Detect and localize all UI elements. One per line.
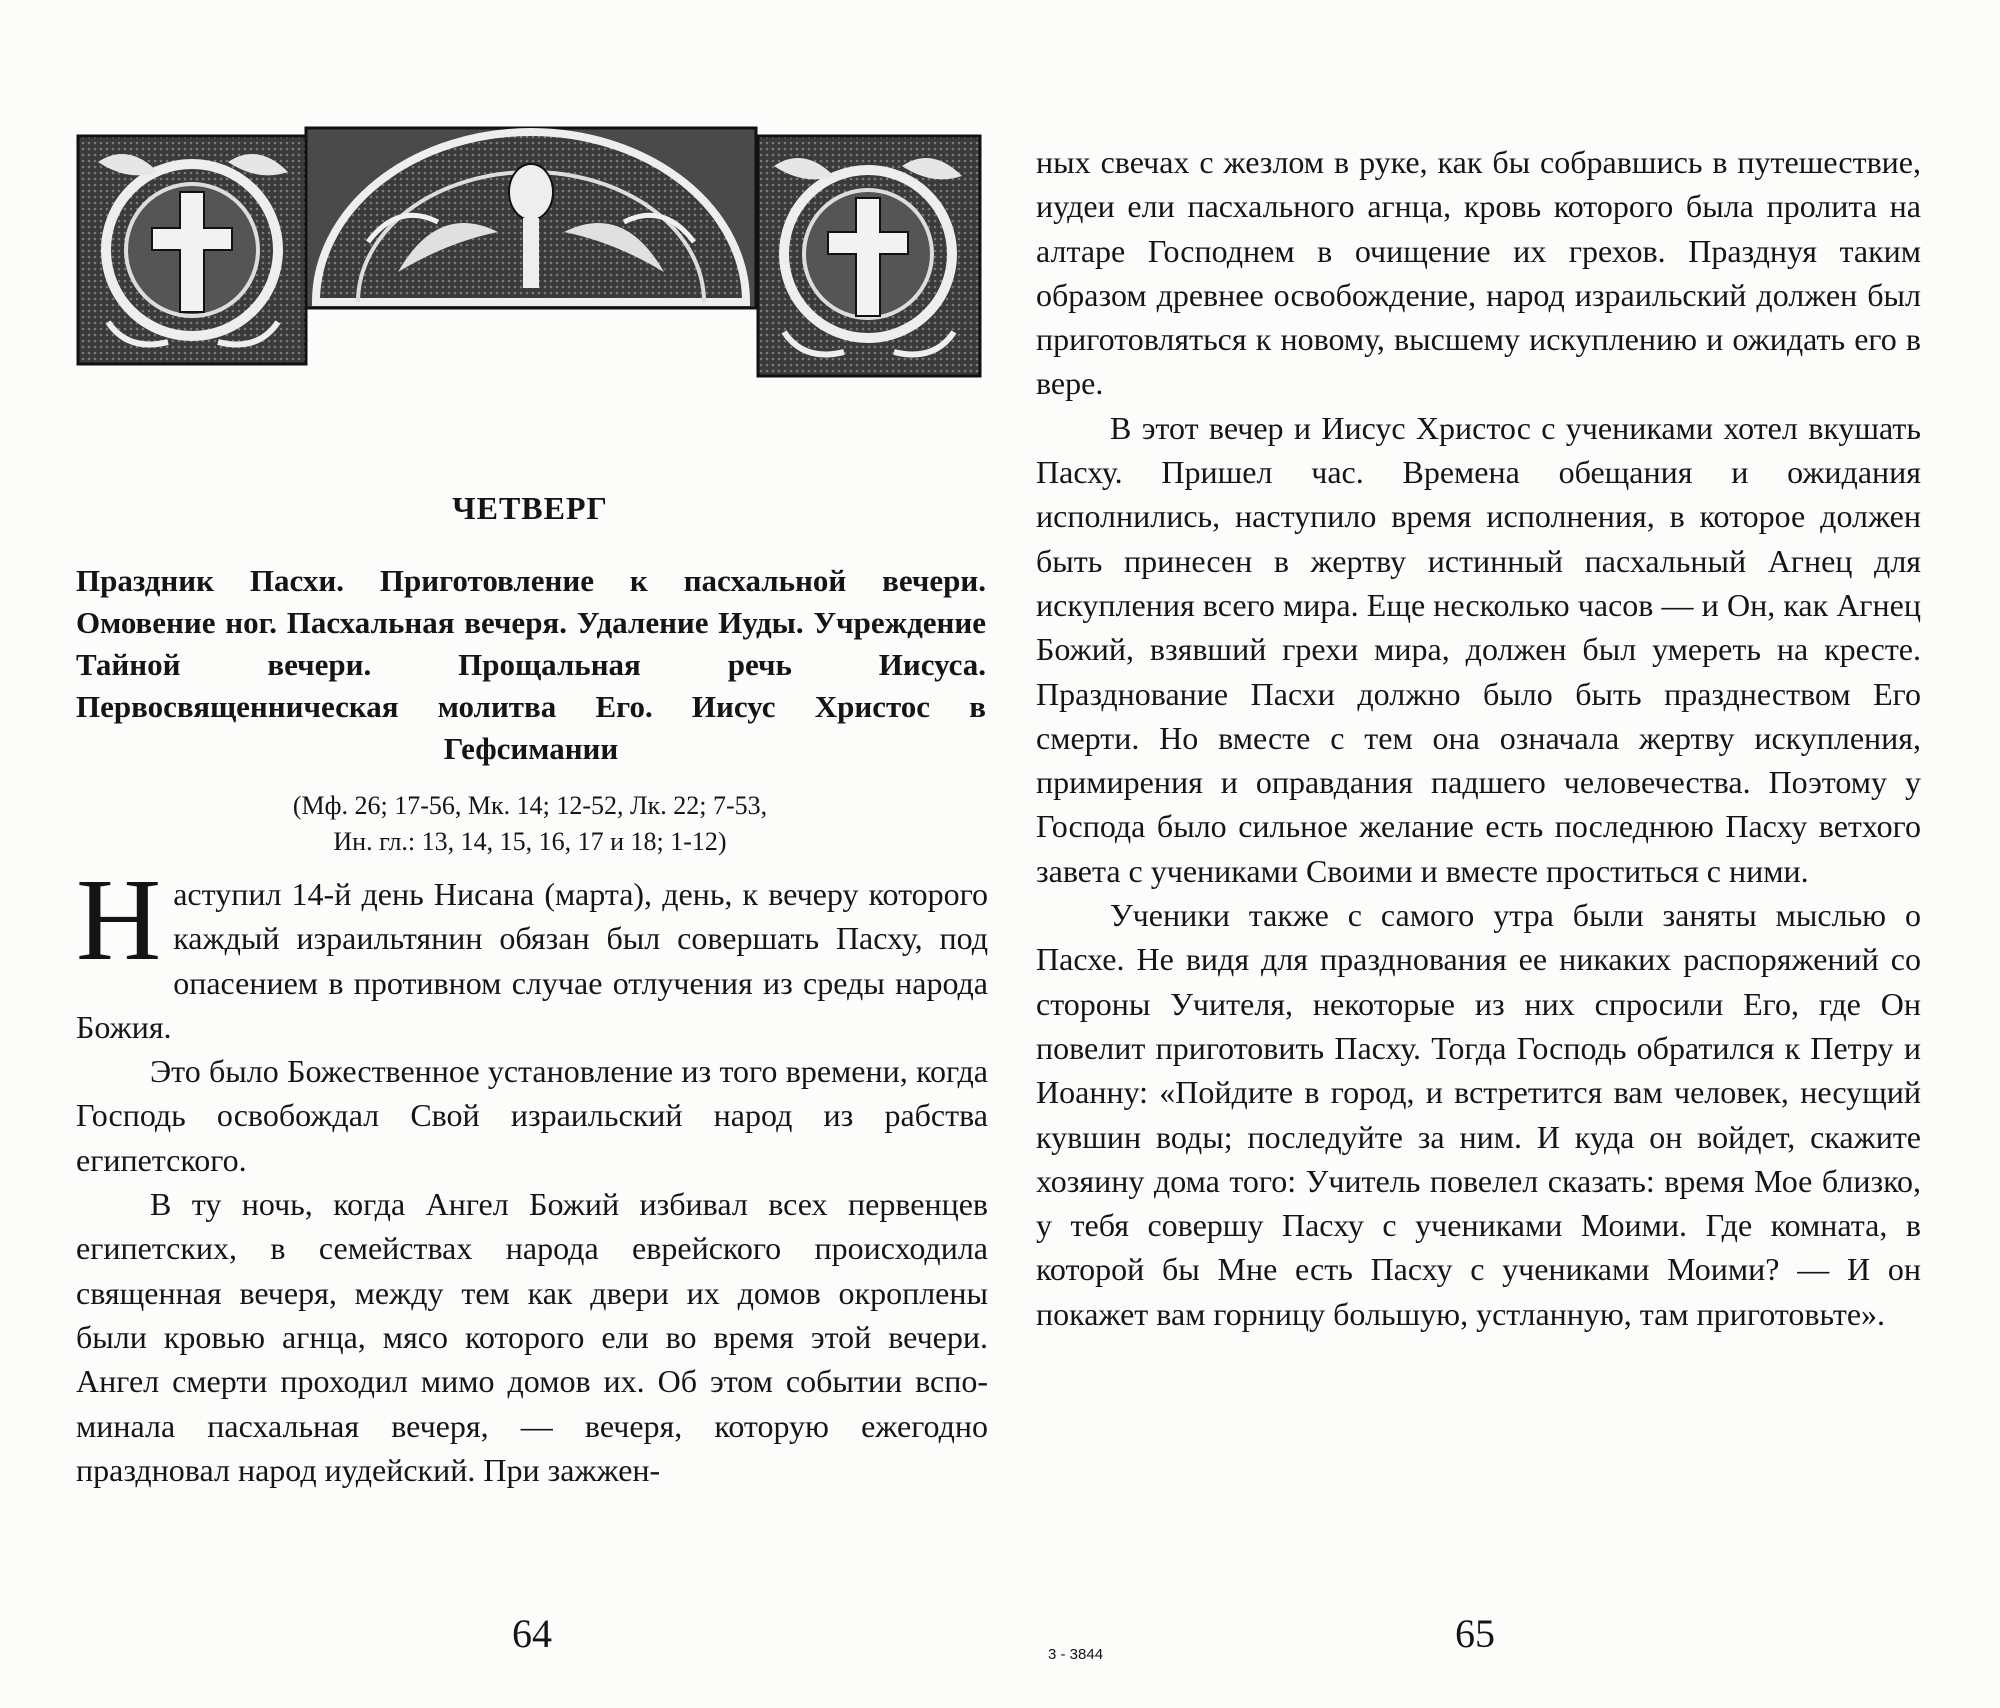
paragraph: В этот вечер и Иисус Христос с учениками хотел вкушать Пасху. Пришел час. Времена обещания и ожидания исполнились, наступило время исполнения, в которое должен быть принесен в жертву истинный пасхальный Агнец для искупления всего мира. Еще несколько часов — и Он, как Агнец Божий, взявший грехи мира, должен был умереть на кресте. Празднование Пасхи должно было быть празднеством Его смерти. Но вместе с тем она означала жертву искупления, примирения и оправдания падшего человечества. Поэтому у Господа было сильное желание есть последнюю Пасху ветхого завета с учениками Своими и вместе проститься с ними. bbox=[1036, 409, 1921, 889]
paragraph: ных свечах с жезлом в руке, как бы собравшись в путешествие, иудеи ели пасхального агнца, кровь которого была пролита на алтаре Господнем в очищение их грехов. Празднуя таким образом древнее освобождение, народ израильский должен был приготовляться к новому, высшему искуплению и ожидать его в вере. bbox=[1036, 144, 1921, 402]
page-number-left: 64 bbox=[512, 1611, 552, 1656]
scripture-references bbox=[150, 788, 910, 860]
left-body-text bbox=[76, 854, 988, 1492]
paragraph-text: аступил 14-й день Нисана (марта), день, к вечеру которого каждый израильтянин обязан был совершать Пасху, под опасением в противном случае отлучения из среды народа Божия. bbox=[76, 876, 988, 1045]
paragraph: Это было Божественное установление из того времени, когда Господь освобождал Свой израильский народ из рабства египетского. bbox=[76, 1053, 988, 1178]
references-line-2: Ин. гл.: 13, 14, 15, 16, 17 и 18; 1-12) bbox=[333, 827, 727, 856]
ornamental-headpiece bbox=[68, 122, 990, 390]
drop-cap: Н bbox=[76, 854, 162, 985]
center-arch-panel bbox=[306, 128, 756, 308]
right-body-text bbox=[1036, 140, 1921, 1336]
chapter-subtitle: Праздник Пасхи. Приготовление к пасхальной вечери. Омовение ног. Пасхальная вечеря. Удаление Иуды. Учреждение Тайной вечери. Прощальная речь Иисуса. Первосвященническая молитва Его. Иисус Христос в Гефсимании bbox=[76, 563, 986, 766]
references-line-1: (Мф. 26; 17-56, Мк. 14; 12-52, Лк. 22; 7-53, bbox=[292, 791, 768, 820]
paragraph: Ученики также с самого утра были заняты мыслью о Пасхе. Не видя для празднования ее никаких распоряжений со стороны Учителя, некоторые из них спросили Его, где Он повелит приготовить Пасху. Тогда Господь обратился к Петру и Иоанну: «Пойдите в город, и встретится вам человек, несущий кувшин воды; последуйте за ним. И куда он войдет, скажите хозяину дома того: Учитель повелел сказать: время Мое близко, у тебя совершу Пасху с учениками Моими. Где комната, в которой бы Мне есть Пасху с учениками Моими? — И он покажет вам горницу большую, устланную, там приготовьте». bbox=[1036, 897, 1921, 1332]
right-page bbox=[1000, 0, 2000, 1708]
printer-signature-mark: 3 - 3844 bbox=[1048, 1646, 1104, 1663]
paragraph bbox=[76, 854, 988, 1049]
left-cross-panel bbox=[78, 136, 306, 364]
right-cross-panel bbox=[758, 136, 980, 376]
chapter-title: ЧЕТВЕРГ bbox=[452, 490, 608, 526]
page-number-right: 65 bbox=[1455, 1611, 1495, 1656]
headpiece-ornament bbox=[68, 122, 990, 390]
paragraph: В ту ночь, когда Ангел Божий избивал всех первенцев египетских, в семействах народа еврейского происходила священная вечеря, между тем как двери их домов окроплены были кровью агнца, мясо которого ели во время этой вечери. Ангел смерти проходил мимо домов их. Об этом событии вспоминала пасхальная вечеря, — вечеря, которую ежегодно праздновал народ иудейский. При зажжен- bbox=[76, 1186, 988, 1488]
